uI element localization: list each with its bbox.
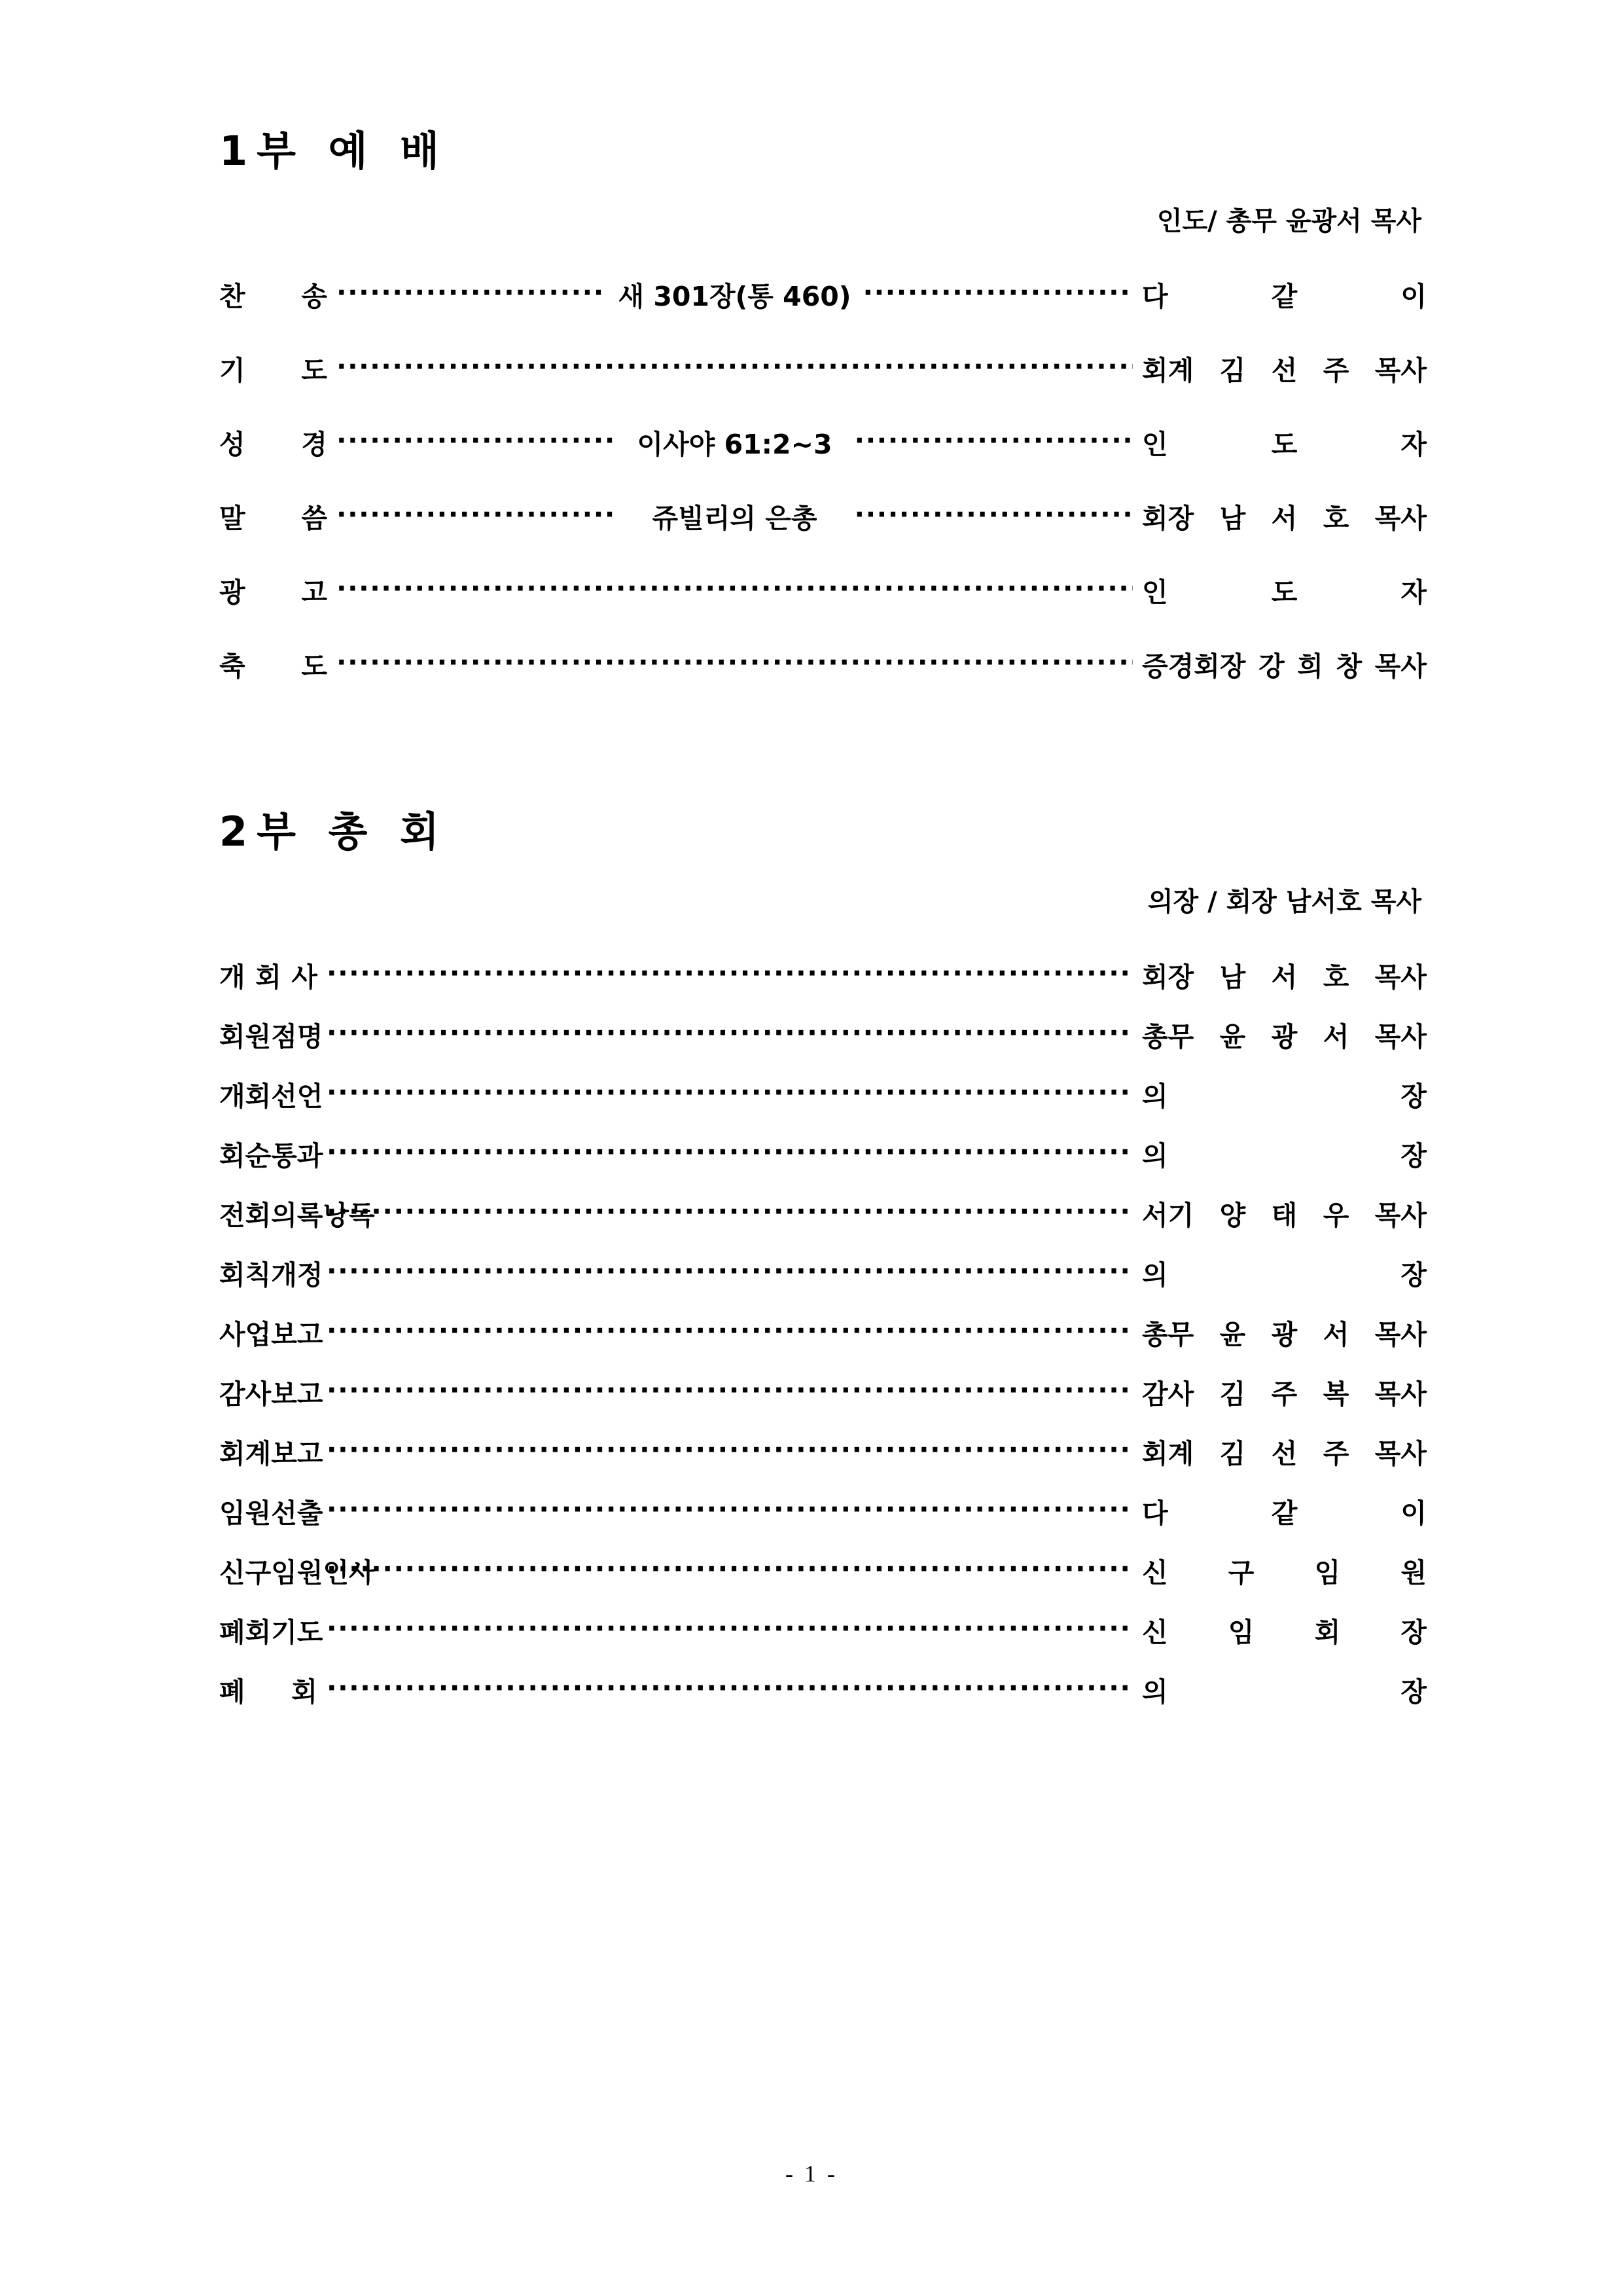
program-item-person	[1142, 1432, 1427, 1471]
program-item-person-char: 회계	[1142, 355, 1194, 386]
program-item-person-char: 도	[1271, 429, 1298, 460]
program-item-label	[219, 497, 327, 535]
program-item-person-char: 목사	[1374, 961, 1427, 993]
program-item-label	[219, 423, 327, 461]
program-item-label-char: 회	[219, 1140, 245, 1172]
program-row	[219, 645, 1427, 683]
program-item-label-char: 보	[271, 1378, 297, 1410]
program-item-person-char: 장	[1400, 1259, 1427, 1291]
program-item-label-char: 록	[296, 1200, 323, 1231]
program-item-person	[1142, 423, 1427, 461]
program-item-label-char: 원	[245, 1498, 272, 1529]
program-item-person-char: 의	[1142, 1140, 1168, 1172]
program-item-label-char: 독	[349, 1200, 375, 1231]
program-item-person-char: 회장	[1142, 961, 1194, 993]
leader-dots	[327, 1198, 1133, 1225]
program-item-person-char: 도	[1271, 577, 1298, 608]
program-item-person-char: 장	[1400, 1081, 1427, 1112]
program-item-person	[1142, 349, 1427, 387]
program-row	[219, 275, 1427, 314]
program-item-person	[1142, 956, 1427, 994]
program-item-label-char: 출	[296, 1498, 323, 1529]
leader-dots	[863, 279, 1133, 306]
program-item-label-char: 정	[296, 1259, 323, 1291]
program-item-label-char: 송	[301, 281, 327, 312]
leader-dots	[327, 1020, 1133, 1047]
leader-dots	[855, 427, 1133, 454]
program-item-label-char: 회	[219, 1438, 245, 1469]
program-row	[219, 423, 1427, 461]
program-item-label-char: 기	[219, 355, 245, 386]
program-item-person-char: 김	[1219, 1438, 1246, 1469]
leader-dots	[336, 501, 615, 528]
program-item-label-char: 임	[219, 1498, 245, 1529]
program-item-person-char: 장	[1400, 1140, 1427, 1172]
program-item-person-char: 서기	[1142, 1200, 1194, 1231]
program-item-person-char: 서	[1323, 1319, 1349, 1350]
program-item-person	[1142, 571, 1427, 609]
program-item-label-char: 찬	[219, 281, 245, 312]
leader-dots	[327, 1079, 1133, 1106]
leader-dots	[327, 1318, 1133, 1344]
program-item-label-char: 회	[219, 1021, 245, 1052]
program-item-person-char: 의	[1142, 1081, 1168, 1112]
program-item-label-char: 경	[301, 429, 327, 460]
program-item-label-char: 통	[271, 1140, 297, 1172]
program-item-label-char: 선	[271, 1498, 297, 1529]
program-list-part2	[219, 956, 1427, 1709]
section-title-part2: 2부 총 회	[219, 808, 448, 855]
program-item-label-char: 점	[271, 1021, 297, 1052]
program-item-person-char: 목사	[1374, 355, 1427, 386]
program-item-label-char: 신	[219, 1557, 245, 1588]
program-row	[219, 497, 1427, 535]
program-item-person-char: 장	[1400, 1676, 1427, 1708]
program-item-person	[1142, 1611, 1427, 1649]
program-item-label-char: 씀	[301, 503, 327, 534]
program-item-person-char: 호	[1323, 503, 1349, 534]
leader-dots	[336, 427, 615, 454]
program-item-label	[219, 1134, 323, 1173]
program-row	[219, 1015, 1427, 1054]
program-item-person-char: 양	[1219, 1200, 1246, 1231]
program-item-label-char: 감	[219, 1378, 245, 1410]
program-item-label-char: 원	[296, 1557, 323, 1588]
program-item-label-char: 개	[219, 961, 245, 993]
program-item-person-char: 남	[1219, 503, 1246, 534]
program-item-person-char: 목사	[1374, 1021, 1427, 1052]
leader-dots	[336, 353, 1133, 380]
program-item-person-char: 의	[1142, 1676, 1168, 1708]
leader-dots	[327, 1675, 1133, 1702]
program-item-label	[219, 1372, 323, 1411]
program-item-label-char: 원	[245, 1021, 272, 1052]
program-row	[219, 571, 1427, 609]
program-item-person-char: 선	[1271, 1438, 1298, 1469]
program-item-label-char: 사	[291, 961, 317, 993]
program-item-label-char: 회	[245, 1200, 272, 1231]
program-item-person-char: 감사	[1142, 1378, 1194, 1410]
program-item-label-char: 업	[245, 1319, 272, 1350]
program-item-person-char: 선	[1271, 355, 1298, 386]
program-item-label	[219, 1432, 323, 1471]
program-item-label	[219, 1611, 323, 1649]
program-item-label-char: 기	[271, 1617, 297, 1648]
program-item-person-char: 강	[1258, 651, 1285, 682]
program-item-label-char: 명	[296, 1021, 323, 1052]
program-item-label-char: 도	[301, 355, 327, 386]
program-item-label-char: 고	[296, 1438, 323, 1469]
leader-dots	[327, 1258, 1133, 1285]
program-item-person-char: 목사	[1374, 1319, 1427, 1350]
program-item-person-char: 의	[1142, 1259, 1168, 1291]
leader-dots	[327, 960, 1133, 987]
program-item-person-char: 주	[1323, 1438, 1349, 1469]
program-item-person-char: 임	[1314, 1557, 1341, 1588]
program-item-label	[219, 1194, 375, 1232]
program-item-label-char: 회	[245, 1081, 272, 1112]
section-title-part1: 1부 예 배	[219, 127, 448, 175]
program-item-label-char: 개	[219, 1081, 245, 1112]
program-item-label-char: 회	[219, 1259, 245, 1291]
program-row	[219, 1492, 1427, 1530]
program-item-label	[219, 571, 327, 609]
program-item-person-char: 목사	[1374, 1438, 1427, 1469]
program-item-detail: 새 301장(통 460)	[618, 281, 851, 312]
program-row	[219, 1372, 1427, 1411]
program-row	[219, 1253, 1427, 1292]
program-item-person-char: 자	[1400, 577, 1427, 608]
program-item-person-char: 윤	[1219, 1319, 1246, 1350]
program-item-person-char: 윤	[1219, 1021, 1246, 1052]
program-item-person-char: 신	[1142, 1557, 1168, 1588]
program-item-person-char: 원	[1400, 1557, 1427, 1588]
program-item-person-char: 희	[1297, 651, 1323, 682]
program-item-person-char: 태	[1271, 1200, 1298, 1231]
program-row	[219, 349, 1427, 387]
program-item-person-char: 인	[1142, 577, 1168, 608]
program-row	[219, 1670, 1427, 1709]
program-item-person	[1142, 1372, 1427, 1411]
program-item-label-char: 개	[271, 1259, 297, 1291]
program-item-label-char: 보	[271, 1438, 297, 1469]
program-list-part1	[219, 275, 1427, 683]
program-item-person-char: 서	[1271, 961, 1298, 993]
program-item-person-char: 인	[1142, 429, 1168, 460]
program-item-label-char: 언	[296, 1081, 323, 1112]
program-row	[219, 1551, 1427, 1590]
program-item-person-char: 같	[1271, 1498, 1298, 1529]
program-item-person	[1142, 1313, 1427, 1352]
program-item-person-char: 남	[1219, 961, 1246, 993]
program-item-label-char: 의	[271, 1200, 297, 1231]
program-item-label-char: 도	[301, 651, 327, 682]
program-item-person	[1142, 1492, 1427, 1530]
program-item-person-char: 이	[1400, 1498, 1427, 1529]
program-item-person-char: 광	[1271, 1319, 1298, 1350]
program-item-person	[1142, 1551, 1427, 1590]
program-row	[219, 1611, 1427, 1649]
program-item-label-char: 선	[271, 1081, 297, 1112]
program-item-person-char: 다	[1142, 1498, 1168, 1529]
program-item-person	[1142, 1015, 1427, 1054]
leader-dots	[855, 501, 1133, 528]
leader-dots	[336, 279, 606, 306]
program-item-label-char: 구	[245, 1557, 272, 1588]
section-subtitle-part1: 인도/ 총무 윤광서 목사	[1156, 206, 1421, 236]
program-item-person-char: 회장	[1142, 503, 1194, 534]
program-item-person	[1142, 1075, 1427, 1113]
program-item-label-char: 축	[219, 651, 245, 682]
leader-dots	[327, 1139, 1133, 1166]
program-item-label-char: 낭	[323, 1200, 349, 1231]
program-row	[219, 1313, 1427, 1352]
program-item-person	[1142, 275, 1427, 314]
program-item-label-char: 폐	[219, 1617, 245, 1648]
program-item-person-char: 증경회장	[1142, 651, 1246, 682]
program-item-label-char: 말	[219, 503, 245, 534]
program-row	[219, 1432, 1427, 1471]
program-item-person-char: 회계	[1142, 1438, 1194, 1469]
program-item-person-char: 이	[1400, 281, 1427, 312]
program-item-person-char: 임	[1228, 1617, 1255, 1648]
page-content	[219, 0, 1427, 1730]
program-item-person-char: 자	[1400, 429, 1427, 460]
section-subtitle-part2: 의장 / 회장 남서호 목사	[1147, 887, 1421, 917]
program-item-label-char: 회	[291, 1676, 317, 1708]
program-item-person-char: 장	[1400, 1617, 1427, 1648]
program-item-label-char: 고	[296, 1319, 323, 1350]
program-item-person-char: 목사	[1374, 1378, 1427, 1410]
program-item-label-char: 칙	[245, 1259, 272, 1291]
program-item-person-char: 호	[1323, 961, 1349, 993]
program-item-person-char: 김	[1219, 1378, 1246, 1410]
program-row	[219, 1075, 1427, 1113]
leader-dots	[336, 575, 1133, 602]
program-item-label	[219, 349, 327, 387]
program-item-label-char: 임	[271, 1557, 297, 1588]
program-item-label-char: 보	[271, 1319, 297, 1350]
program-item-person-char: 목사	[1374, 1200, 1427, 1231]
program-item-label-char: 사	[245, 1378, 272, 1410]
program-item-person	[1142, 1194, 1427, 1232]
program-item-person-char: 목사	[1374, 503, 1427, 534]
program-item-detail: 이사야 61:2~3	[637, 429, 832, 460]
program-item-label-char: 성	[219, 429, 245, 460]
leader-dots	[327, 1377, 1133, 1404]
program-row	[219, 1194, 1427, 1232]
program-item-person-char: 우	[1323, 1200, 1349, 1231]
program-item-person-char: 회	[1314, 1617, 1341, 1648]
program-item-label	[219, 1670, 317, 1709]
leader-dots	[327, 1496, 1133, 1523]
program-item-person-char: 광	[1271, 1021, 1298, 1052]
program-item-label-char: 폐	[219, 1676, 245, 1708]
program-item-label-char: 과	[296, 1140, 323, 1172]
program-item-detail: 쥬빌리의 은총	[652, 503, 817, 534]
program-item-label	[219, 645, 327, 683]
program-item-label-char: 고	[301, 577, 327, 608]
program-item-person-char: 신	[1142, 1617, 1168, 1648]
program-item-label	[219, 1015, 323, 1054]
leader-dots	[327, 1437, 1133, 1463]
program-item-label-char: 도	[296, 1617, 323, 1648]
program-item-person-char: 서	[1323, 1021, 1349, 1052]
program-item-label-char: 회	[255, 961, 281, 993]
program-item-label	[219, 1492, 323, 1530]
program-item-person-char: 서	[1271, 503, 1298, 534]
program-item-person-char: 주	[1323, 355, 1349, 386]
program-item-person-char: 다	[1141, 281, 1168, 312]
program-item-label-char: 광	[219, 577, 245, 608]
program-item-label	[219, 1253, 323, 1292]
program-item-label	[219, 1551, 375, 1590]
program-item-label	[219, 1313, 323, 1352]
leader-dots	[327, 1615, 1133, 1642]
program-item-label	[219, 275, 327, 314]
program-item-label	[219, 956, 317, 994]
program-item-person-char: 총무	[1142, 1021, 1194, 1052]
program-item-label-char: 사	[349, 1557, 375, 1588]
leader-dots	[327, 1556, 1133, 1583]
program-item-person	[1142, 1670, 1427, 1709]
leader-dots	[336, 649, 1133, 676]
program-item-label-char: 전	[219, 1200, 245, 1231]
program-item-person-char: 김	[1219, 355, 1246, 386]
program-item-label-char: 순	[245, 1140, 272, 1172]
program-item-person	[1142, 1134, 1427, 1173]
program-item-label-char: 계	[245, 1438, 272, 1469]
program-item-person-char: 같	[1271, 281, 1298, 312]
program-item-label-char: 회	[245, 1617, 272, 1648]
program-row	[219, 956, 1427, 994]
program-item-person	[1142, 645, 1427, 683]
program-item-label	[219, 1075, 323, 1113]
program-item-person-char: 복	[1323, 1378, 1349, 1410]
program-item-label-char: 사	[219, 1319, 245, 1350]
program-item-label-char: 고	[296, 1378, 323, 1410]
program-item-person-char: 창	[1336, 651, 1363, 682]
program-row	[219, 1134, 1427, 1173]
program-item-person	[1142, 497, 1427, 535]
program-item-person-char: 목사	[1374, 651, 1427, 682]
program-item-person-char: 구	[1228, 1557, 1255, 1588]
program-item-person-char: 주	[1271, 1378, 1298, 1410]
program-item-person-char: 총무	[1142, 1319, 1194, 1350]
program-item-person	[1142, 1253, 1427, 1292]
program-item-label-char: 인	[323, 1557, 349, 1588]
page-number-footer: - 1 -	[785, 2161, 838, 2187]
